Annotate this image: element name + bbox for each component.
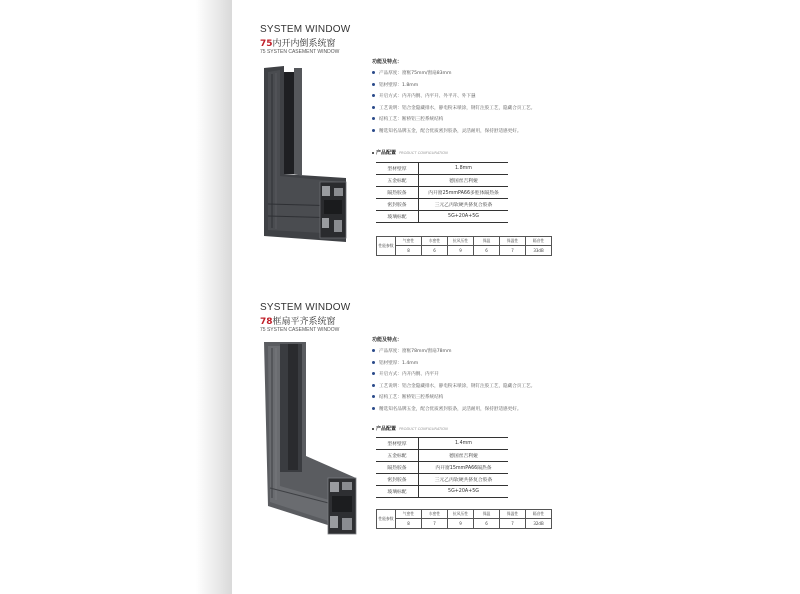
feature-item (372, 384, 572, 389)
window-profile-image (258, 64, 348, 244)
bullet-icon (372, 129, 375, 132)
page-shadow (196, 0, 232, 594)
table-row (376, 474, 508, 486)
feature-item (372, 372, 572, 377)
table-row (376, 175, 508, 187)
bullet-icon (372, 361, 375, 364)
bullet-icon (372, 384, 375, 387)
bullet-icon (372, 152, 374, 154)
perf-value-row (377, 519, 552, 529)
model-number: 78 (260, 317, 273, 327)
performance-table (376, 236, 552, 256)
perf-label: 性能参数 (377, 237, 396, 256)
config-value: 5G+20A+5G (419, 486, 509, 498)
bullet-icon (372, 395, 375, 398)
system-title: SYSTEM WINDOW (260, 302, 351, 313)
system-title: SYSTEM WINDOW (260, 24, 351, 35)
perf-value: 9 (448, 519, 474, 529)
brochure-page (232, 0, 572, 594)
perf-value: 7 (500, 246, 526, 256)
config-key: 密封胶条 (376, 199, 419, 211)
perf-header: 保温性 (500, 510, 526, 519)
perf-header: 隔音性 (526, 510, 552, 519)
feature-item (372, 117, 572, 122)
feature-text: 开启方式：内开内倒、内平开、外平开、外下悬 (379, 94, 476, 99)
features-title: 功能及特点： (372, 337, 403, 343)
model-title (260, 36, 336, 49)
perf-value: 33dB (526, 246, 552, 256)
config-value: 内开窗15mmPA66隔热条 (419, 462, 509, 474)
window-profile-image (258, 338, 358, 538)
feature-text: 工艺说明：铝合金隐藏排水，静电粉末喷涂，钢钉注胶工艺，隐藏合页工艺。 (379, 105, 536, 111)
bullet-icon (372, 94, 375, 97)
config-title: 产品配置 (376, 426, 397, 432)
perf-value: 7 (422, 519, 448, 529)
feature-item (372, 361, 572, 366)
perf-value: 7 (500, 519, 526, 529)
config-value: 德国丝吉利娅 (419, 450, 509, 462)
feature-item (372, 106, 572, 111)
performance-table (376, 509, 552, 529)
config-key: 型材壁厚 (376, 438, 419, 450)
feature-item (372, 349, 572, 354)
perf-header: 气密性 (396, 510, 422, 519)
perf-header: 水密性 (422, 510, 448, 519)
feature-item (372, 407, 572, 412)
config-title: 产品配置 (376, 150, 397, 156)
perf-value: 8 (396, 246, 422, 256)
bullet-icon (372, 349, 375, 352)
perf-value: 8 (396, 519, 422, 529)
feature-text: 产品厚度：窗框75mm/窗扇83mm (379, 71, 452, 76)
config-value: 三元乙丙软硬共挤复合胶条 (419, 199, 509, 211)
config-key: 型材壁厚 (376, 163, 419, 175)
table-row (376, 163, 508, 175)
perf-value: 6 (474, 246, 500, 256)
feature-text: 开启方式：内开内倒、内平开 (379, 372, 439, 377)
table-row (376, 462, 508, 474)
config-key: 五金标配 (376, 450, 419, 462)
perf-value: 32dB (526, 519, 552, 529)
config-value: 1.4mm (419, 438, 509, 450)
perf-value: 9 (448, 246, 474, 256)
features-title: 功能及特点： (372, 59, 403, 65)
perf-header: 保温 (474, 237, 500, 246)
bullet-icon (372, 428, 374, 430)
table-row (376, 486, 508, 498)
config-value: 5G+20A+5G (419, 211, 509, 223)
feature-text: 铝材壁厚：1.4mm (379, 360, 419, 366)
perf-value: 6 (422, 246, 448, 256)
table-row (376, 187, 508, 199)
perf-header-row (377, 510, 552, 519)
perf-value-row (377, 246, 552, 256)
feature-text: 铝材壁厚：1.8mm (379, 82, 419, 88)
feature-text: 精选知名品牌五金，配合优质密封胶条，灵活耐用，保持舒适感更好。 (379, 128, 522, 134)
config-key: 密封胶条 (376, 474, 419, 486)
perf-header: 抗风压性 (448, 510, 474, 519)
perf-header: 保温 (474, 510, 500, 519)
subtitle-en: 75 SYSTEN CASEMENT WINDOW (260, 327, 340, 333)
features-list (372, 349, 572, 412)
config-key: 隔热胶条 (376, 462, 419, 474)
config-table (376, 162, 508, 223)
table-row (376, 199, 508, 211)
perf-header: 气密性 (396, 237, 422, 246)
config-heading (372, 425, 448, 432)
feature-item (372, 129, 572, 134)
feature-item (372, 395, 572, 400)
table-row (376, 211, 508, 223)
table-row (376, 450, 508, 462)
config-title-en: PRODUCT CONFIGURATION (399, 151, 448, 155)
perf-header: 水密性 (422, 237, 448, 246)
config-key: 隔热胶条 (376, 187, 419, 199)
perf-header: 隔音性 (526, 237, 552, 246)
feature-text: 产品厚度：窗框78mm/窗扇78mm (379, 349, 452, 354)
model-title (260, 314, 336, 327)
features-list (372, 71, 572, 134)
bullet-icon (372, 83, 375, 86)
feature-text: 结构工艺：断桥铝三腔系统结构 (379, 117, 444, 122)
config-table (376, 437, 508, 498)
perf-label: 性能参数 (377, 510, 396, 529)
model-name: 框扇平齐系统窗 (272, 317, 336, 327)
feature-text: 结构工艺：断桥铝三腔系统结构 (379, 395, 444, 400)
config-value: 德国丝吉利娅 (419, 175, 509, 187)
perf-header: 抗风压性 (448, 237, 474, 246)
features-block (372, 336, 572, 418)
bullet-icon (372, 117, 375, 120)
model-number: 75 (260, 39, 273, 49)
model-name: 内开内倒系统窗 (272, 39, 336, 49)
bullet-icon (372, 106, 375, 109)
perf-value: 6 (474, 519, 500, 529)
bullet-icon (372, 372, 375, 375)
features-block (372, 58, 572, 140)
feature-item (372, 83, 572, 88)
config-key: 玻璃标配 (376, 211, 419, 223)
bullet-icon (372, 71, 375, 74)
config-value: 内开窗25mmPA66多腔体隔热条 (419, 187, 509, 199)
feature-text: 精选知名品牌五金，配合优质密封胶条，灵活耐用，保持舒适感更好。 (379, 406, 522, 412)
perf-header: 保温性 (500, 237, 526, 246)
table-row (376, 438, 508, 450)
feature-text: 工艺说明：铝合金隐藏排水，静电粉末喷涂，钢钉注胶工艺，隐藏合页工艺。 (379, 383, 536, 389)
config-value: 三元乙丙软硬共挤复合胶条 (419, 474, 509, 486)
feature-item (372, 71, 572, 76)
config-heading (372, 149, 448, 156)
config-key: 玻璃标配 (376, 486, 419, 498)
config-title-en: PRODUCT CONFIGURATION (399, 427, 448, 431)
subtitle-en: 75 SYSTEN CASEMENT WINDOW (260, 49, 340, 55)
feature-item (372, 94, 572, 99)
config-key: 五金标配 (376, 175, 419, 187)
config-value: 1.8mm (419, 163, 509, 175)
perf-header-row (377, 237, 552, 246)
bullet-icon (372, 407, 375, 410)
